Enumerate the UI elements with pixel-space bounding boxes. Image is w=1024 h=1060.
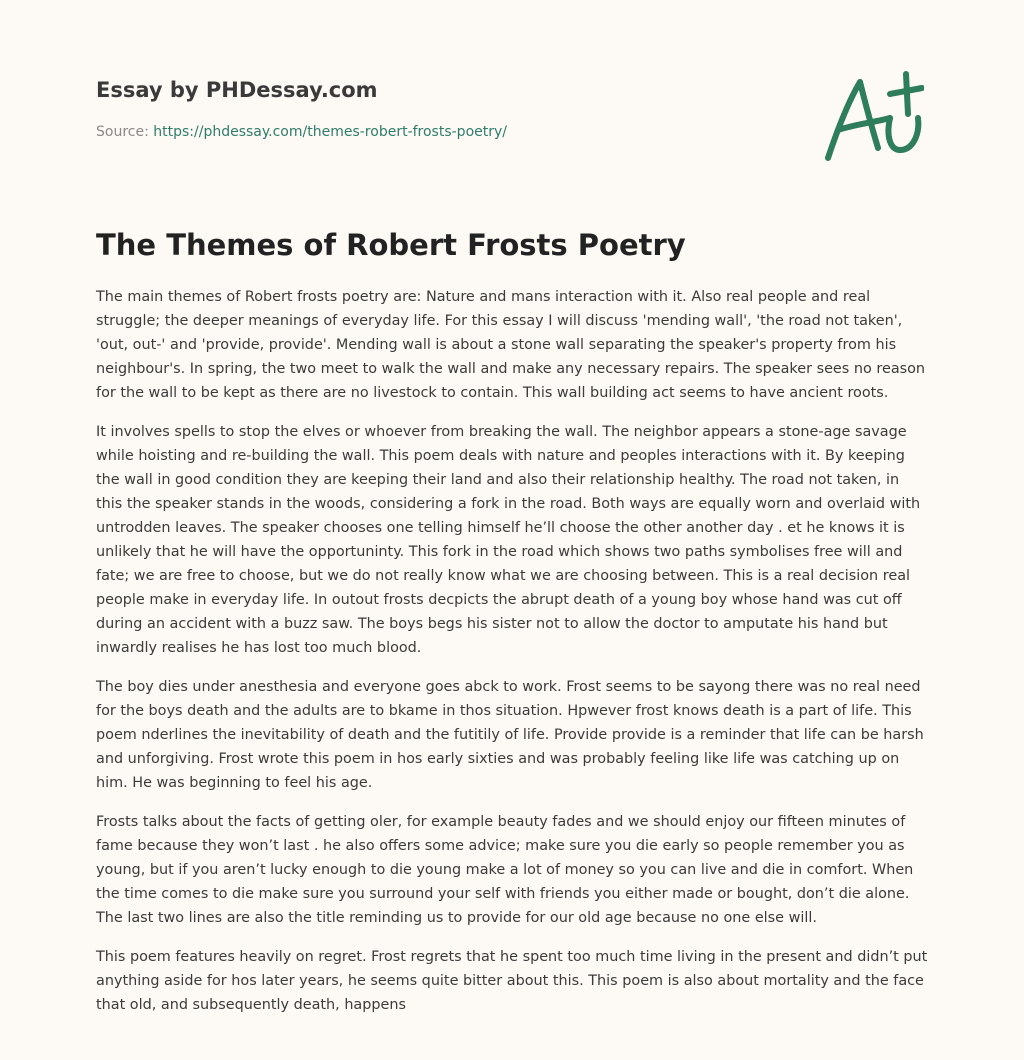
site-brand: Essay by PHDessay.com: [96, 78, 378, 102]
source-line: [96, 124, 507, 140]
source-link[interactable]: https://phdessay.com/themes-robert-frosts-poetry/: [153, 124, 507, 140]
essay-paragraph-4: Frosts talks about the facts of getting oler, for example beauty fades and we should enjoy our fifteen minutes of fame because they won’t last . he also offers some advice; make sure you die early so people remember you as young, but if you aren’t lucky enough to die young make a lot of money so you can live and die in comfort. When the time comes to die make sure you surround your self with friends you either made or bought, don’t die alone. The last two lines are also the title reminding us to provide for our old age because no one else will.: [96, 814, 914, 926]
essay-title: The Themes of Robert Frosts Poetry: [96, 228, 686, 262]
essay-paragraph-1: The main themes of Robert frosts poetry are: Nature and mans interaction with it. Also real people and real struggle; the deeper meanings of everyday life. For this essay I will discuss 'mending wall', 'the road not taken', 'out, out-' and 'provide, provide'. Mending wall is about a stone wall separating the speaker's property from his neighbour's. In spring, the two meet to walk the wall and make any necessary repairs. The speaker sees no reason for the wall to be kept as there are no livestock to contain. This wall building act seems to have ancient roots.: [96, 289, 926, 401]
a-plus-grade-icon: [824, 66, 924, 166]
source-label: Source:: [96, 124, 154, 140]
essay-body: [96, 285, 928, 1032]
essay-paragraph-2: It involves spells to stop the elves or whoever from breaking the wall. The neighbor appears a stone-age savage while hoisting and re-building the wall. This poem deals with nature and peoples interactions with it. By keeping the wall in good condition they are keeping their land and also their relationship healthy. The road not taken, in this the speaker stands in the woods, considering a fork in the road. Both ways are equally worn and overlaid with untrodden leaves. The speaker chooses one telling himself he’ll choose the other another day . et he knows it is unlikely that he will have the opportuninty. This fork in the road which shows two paths symbolises free will and fate; we are free to choose, but we do not really know what we are choosing between. This is a real decision real people make in everyday life. In outout frosts decpicts the abrupt death of a young boy whose hand was cut off during an accident with a buzz saw. The boys begs his sister not to allow the doctor to amputate his hand but inwardly realises he has lost too much blood.: [96, 424, 921, 656]
essay-paragraph-3: The boy dies under anesthesia and everyone goes abck to work. Frost seems to be sayong there was no real need for the boys death and the adults are to bkame in thos situation. Hpwever frost knows death is a part of life. This poem nderlines the inevitability of death and the futitily of life. Provide provide is a reminder that life can be harsh and unforgiving. Frost wrote this poem in hos early sixties and was probably feeling like life was catching up on him. He was beginning to feel his age.: [96, 679, 924, 791]
essay-page: [96, 0, 928, 1060]
essay-paragraph-5: This poem features heavily on regret. Frost regrets that he spent too much time living in the present and didn’t put anything aside for hos later years, he seems quite bitter about this. This poem is also about mortality and the face that old, and subsequently death, happens: [96, 949, 928, 1013]
